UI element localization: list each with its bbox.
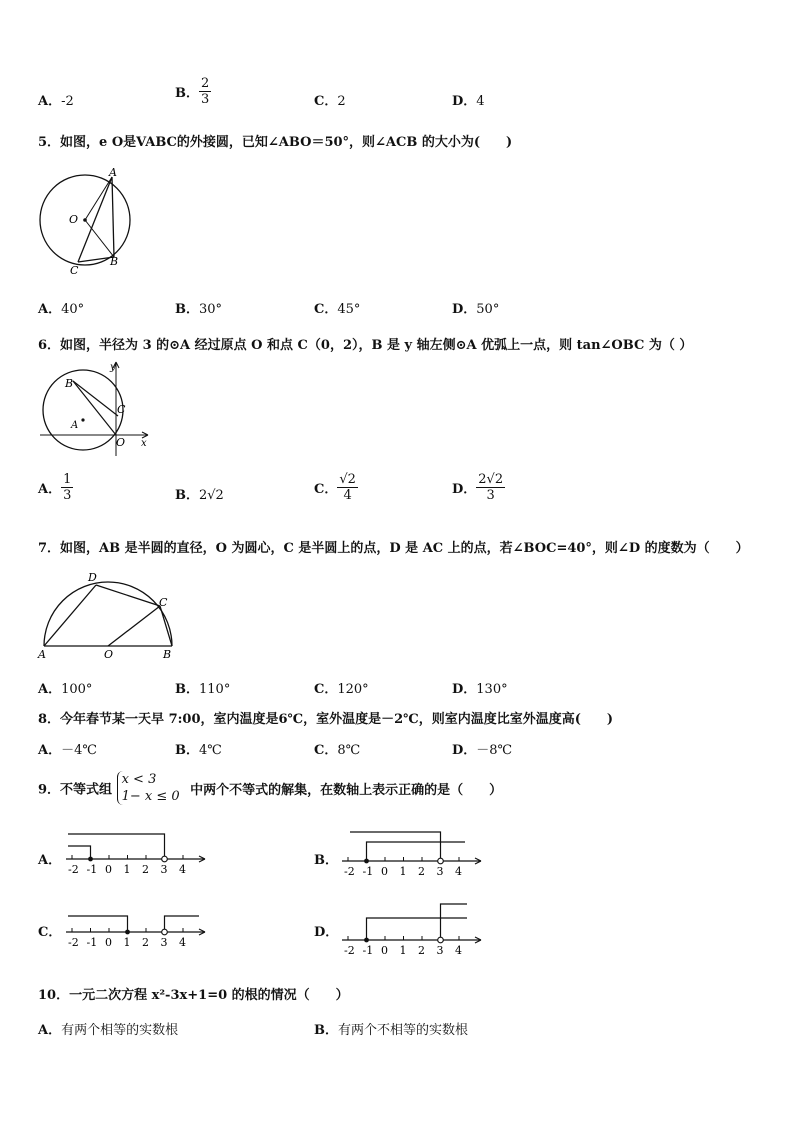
tick-label: -1 [86, 863, 98, 876]
q9-option-c-number-line[interactable] [60, 908, 200, 953]
q7-text: 7．如图，AB 是半圆的直径，O 为圆心，C 是半圆上的点，D 是 AC 上的点，若∠BOC=40°，则∠D 的度数为（ ） [38, 541, 749, 556]
q10-option-a[interactable]: A．有两个相等的实数根 [38, 1023, 179, 1038]
solution-ray [350, 832, 441, 861]
q5-option-d[interactable]: D．50° [452, 302, 500, 317]
tick-label: 2 [142, 936, 149, 949]
q7-option-d[interactable]: D．130° [452, 682, 508, 697]
tick-label: 1 [399, 865, 407, 878]
label-b: B [110, 255, 119, 268]
q7-semicircle-figure [36, 568, 176, 663]
tick-label: 0 [105, 936, 112, 949]
q8-option-c[interactable]: C．8℃ [314, 743, 361, 758]
solution-ray [165, 916, 200, 932]
open-point [438, 937, 444, 943]
q9-text: 9．不等式组 x < 3 1− x ≤ 0 中两个不等式的解集，在数轴上表示正确的是（ ） [38, 772, 503, 804]
label-b: B [163, 648, 172, 661]
tick-label: 3 [160, 936, 168, 949]
label-a: A [38, 648, 46, 661]
tick-label: -2 [344, 865, 355, 878]
q9-option-a-label[interactable]: A． [38, 853, 62, 868]
fraction: $\frac{√2}{4}$ [339, 472, 356, 503]
q9-option-b-number-line[interactable] [336, 828, 476, 878]
closed-point [364, 938, 369, 943]
tick-label: -1 [86, 936, 98, 949]
tick-label: 1 [399, 944, 407, 957]
label-c: C [159, 596, 168, 609]
tick-label: -1 [362, 865, 374, 878]
q10-text: 10．一元二次方程 x²-3x+1=0 的根的情况（ ） [38, 988, 349, 1003]
tick-label: 4 [179, 863, 186, 876]
q5-option-b[interactable]: B．30° [175, 302, 223, 317]
q7-option-c[interactable]: C．120° [314, 682, 369, 697]
q6-option-c[interactable]: C． $\frac{√2}{4}$ [314, 472, 356, 503]
q4-option-c[interactable]: C．2 [314, 94, 346, 109]
q4-option-d[interactable]: D．4 [452, 94, 485, 109]
tick-label: 1 [123, 863, 131, 876]
q6-text: 6．如图，半径为 3 的⊙A 经过原点 O 和点 C（0，2），B 是 y 轴左侧⊙A 优弧上一点，则 tan∠OBC 为（ ） [38, 338, 693, 353]
open-point [162, 856, 168, 862]
closed-point [88, 857, 93, 862]
label-b: B [65, 377, 74, 390]
fraction: $\frac{2}{3}$ [201, 76, 210, 107]
label-o: O [104, 648, 114, 661]
label-y: y [110, 362, 116, 373]
q10-option-b[interactable]: B．有两个不相等的实数根 [314, 1023, 469, 1038]
tick-label: 4 [455, 944, 462, 957]
tick-label: 2 [418, 865, 425, 878]
q4-option-b[interactable]: B． $\frac{2}{3}$ [175, 76, 210, 107]
label-a: A [71, 420, 79, 431]
q9-option-c-label[interactable]: C． [38, 925, 62, 940]
tick-label: -1 [362, 944, 374, 957]
q7-option-b[interactable]: B．110° [175, 682, 231, 697]
tick-label: 3 [436, 865, 444, 878]
solution-ray [367, 918, 468, 940]
tick-label: 3 [436, 944, 444, 957]
solution-ray [68, 846, 91, 859]
q9-option-d-label[interactable]: D． [314, 925, 339, 940]
q5-circle-figure [38, 165, 138, 277]
fraction: $\frac{2√2}{3}$ [478, 472, 504, 503]
q5-option-c[interactable]: C．45° [314, 302, 361, 317]
q9-option-a-number-line[interactable] [60, 826, 200, 876]
tick-label: 2 [142, 863, 149, 876]
tick-label: -2 [68, 863, 79, 876]
q6-option-b[interactable]: B．2√2 [175, 488, 224, 503]
tick-label: 4 [179, 936, 186, 949]
tick-label: 3 [160, 863, 168, 876]
q9-option-d-number-line[interactable] [336, 900, 476, 960]
label-o: O [116, 436, 126, 449]
label-o: O [69, 213, 79, 226]
tick-label: -2 [68, 936, 79, 949]
q6-option-d[interactable]: D． $\frac{2√2}{3}$ [452, 472, 504, 503]
q8-option-b[interactable]: B．4℃ [175, 743, 222, 758]
tick-label: 4 [455, 865, 462, 878]
q9-option-b-label[interactable]: B． [314, 853, 338, 868]
solution-ray [441, 904, 468, 940]
label-c: C [117, 403, 126, 416]
q6-coordinate-figure [38, 358, 158, 458]
q8-option-a[interactable]: A．－4℃ [38, 743, 97, 758]
label-d: D [88, 571, 97, 584]
tick-label: -2 [344, 944, 355, 957]
solution-ray [68, 916, 128, 932]
label-a: A [109, 166, 117, 179]
q5-text: 5．如图，e O是VABC的外接圆，已知∠ABO＝50°，则∠ACB 的大小为( ) [38, 135, 513, 150]
tick-label: 0 [381, 944, 388, 957]
fraction: $\frac{1}{3}$ [63, 472, 72, 503]
tick-label: 0 [105, 863, 112, 876]
q8-option-d[interactable]: D．－8℃ [452, 743, 513, 758]
q6-option-a[interactable]: A． $\frac{1}{3}$ [38, 472, 72, 503]
tick-label: 1 [123, 936, 131, 949]
tick-label: 2 [418, 944, 425, 957]
closed-point [125, 930, 130, 935]
label-x: x [141, 438, 147, 449]
q7-option-a[interactable]: A．100° [38, 682, 93, 697]
q4-option-a[interactable]: A．-2 [38, 94, 74, 109]
solution-ray [367, 842, 466, 861]
label-c: C [70, 264, 79, 277]
q8-text: 8．今年春节某一天早 7:00，室内温度是6℃，室外温度是－2℃，则室内温度比室外温度高( ) [38, 712, 614, 727]
tick-label: 0 [381, 865, 388, 878]
inequality-system: x < 3 1− x ≤ 0 [117, 771, 180, 805]
q5-option-a[interactable]: A．40° [38, 302, 85, 317]
closed-point [364, 859, 369, 864]
open-point [438, 858, 444, 864]
open-point [162, 929, 168, 935]
